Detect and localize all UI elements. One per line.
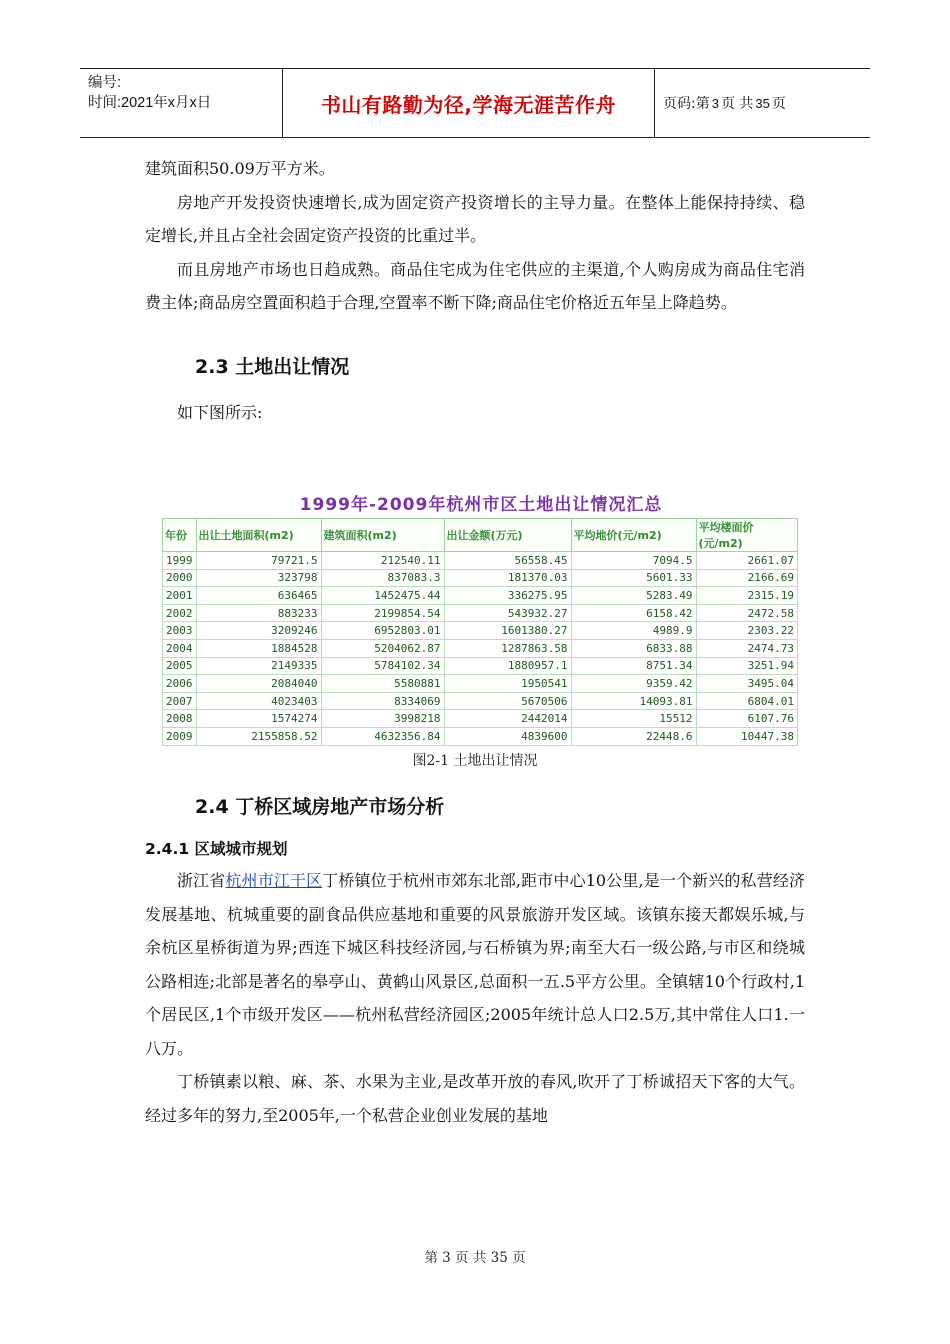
- table-cell: 1950541: [444, 675, 571, 693]
- table-cell: 2149335: [196, 657, 321, 675]
- table-cell: 2001: [163, 587, 197, 605]
- col-avg-land-price: 平均地价(元/m2): [571, 519, 696, 552]
- figure-caption: 图2-1 土地出让情况: [412, 753, 538, 769]
- table-cell: 10447.38: [696, 727, 798, 745]
- table-cell: 2199854.54: [321, 604, 444, 622]
- table-cell: 181370.03: [444, 569, 571, 587]
- table-cell: 5601.33: [571, 569, 696, 587]
- table-row: [163, 710, 798, 728]
- table-cell: 2009: [163, 727, 197, 745]
- table-cell: 1287863.58: [444, 639, 571, 657]
- table-cell: 7094.5: [571, 552, 696, 570]
- page-header: [80, 68, 870, 138]
- page-body: [145, 152, 805, 429]
- table-row: [163, 692, 798, 710]
- table-cell: 56558.45: [444, 552, 571, 570]
- col-avg-floor-price: 平均楼面价(元/m2): [696, 519, 798, 552]
- footer-current: 3: [442, 1250, 451, 1266]
- col-year: 年份: [163, 519, 197, 552]
- table-cell: 8334069: [321, 692, 444, 710]
- footer-prefix: 第: [424, 1250, 438, 1266]
- table-cell: 79721.5: [196, 552, 321, 570]
- paragraph-dingqiao: 丁桥镇素以粮、麻、茶、水果为主业,是改革开放的春风,吹开了丁桥诚招天下客的大气。经过多年的努力,至2005年,一个私营企业创业发展的基地: [145, 1072, 805, 1125]
- table-cell: 1880957.1: [444, 657, 571, 675]
- page-current: 3: [711, 95, 719, 111]
- subsection-heading-2-4-1: 2.4.1 区域城市规划: [145, 840, 288, 858]
- table-header-row: [163, 519, 798, 552]
- table-cell: 6107.76: [696, 710, 798, 728]
- table-cell: 3495.04: [696, 675, 798, 693]
- table-cell: 4839600: [444, 727, 571, 745]
- table-cell: 2004: [163, 639, 197, 657]
- table-cell: 1884528: [196, 639, 321, 657]
- table-cell: 636465: [196, 587, 321, 605]
- table-cell: 1452475.44: [321, 587, 444, 605]
- page-footer: [0, 1246, 950, 1266]
- table-cell: 2166.69: [696, 569, 798, 587]
- table-row: [163, 622, 798, 640]
- table-cell: 6158.42: [571, 604, 696, 622]
- table-cell: 5283.49: [571, 587, 696, 605]
- page-body-lower: [145, 790, 805, 1132]
- table-cell: 2002: [163, 604, 197, 622]
- table-cell: 2005: [163, 657, 197, 675]
- table-cell: 2008: [163, 710, 197, 728]
- serial-label: 编号:: [88, 75, 122, 91]
- table-cell: 2007: [163, 692, 197, 710]
- table-cell: 2000: [163, 569, 197, 587]
- table-cell: 4989.9: [571, 622, 696, 640]
- table-cell: 2303.22: [696, 622, 798, 640]
- paragraph-1: 建筑面积50.09万平方米。: [145, 159, 335, 178]
- table-cell: 2006: [163, 675, 197, 693]
- table-cell: 837083.3: [321, 569, 444, 587]
- table-cell: 336275.95: [444, 587, 571, 605]
- header-page-number: [655, 69, 870, 137]
- table-cell: 8751.34: [571, 657, 696, 675]
- table-cell: 14093.81: [571, 692, 696, 710]
- table-cell: 2472.58: [696, 604, 798, 622]
- table-cell: 1999: [163, 552, 197, 570]
- footer-mid: 页 共: [455, 1250, 487, 1266]
- table-row: [163, 657, 798, 675]
- table-cell: 323798: [196, 569, 321, 587]
- table-cell: 2661.07: [696, 552, 798, 570]
- table-cell: 4632356.84: [321, 727, 444, 745]
- header-motto: 书山有路勤为径,学海无涯苦作舟: [283, 69, 655, 137]
- table-cell: 5784102.34: [321, 657, 444, 675]
- table-cell: 2084040: [196, 675, 321, 693]
- table-cell: 6804.01: [696, 692, 798, 710]
- land-table-figure: [162, 492, 800, 743]
- table-cell: 3998218: [321, 710, 444, 728]
- col-transfer-amount: 出让金额(万元): [444, 519, 571, 552]
- footer-suffix: 页: [512, 1250, 526, 1266]
- table-cell: 5580881: [321, 675, 444, 693]
- table-row: [163, 587, 798, 605]
- table-cell: 5670506: [444, 692, 571, 710]
- table-row: [163, 569, 798, 587]
- table-cell: 2315.19: [696, 587, 798, 605]
- table-cell: 3251.94: [696, 657, 798, 675]
- table-cell: 3209246: [196, 622, 321, 640]
- table-row: [163, 552, 798, 570]
- time-label: 时间:2021年x月x日: [88, 95, 212, 111]
- table-cell: 6833.88: [571, 639, 696, 657]
- jianggan-district-link[interactable]: 杭州市江干区: [225, 871, 323, 890]
- page-mid: 页 共: [720, 96, 754, 112]
- table-cell: 2442014: [444, 710, 571, 728]
- table-cell: 1574274: [196, 710, 321, 728]
- footer-total: 35: [490, 1250, 508, 1266]
- table-row: [163, 727, 798, 745]
- table-cell: 9359.42: [571, 675, 696, 693]
- table-cell: 2003: [163, 622, 197, 640]
- table-cell: 212540.11: [321, 552, 444, 570]
- page-prefix: 页码:第: [663, 96, 710, 112]
- header-meta: [80, 69, 283, 137]
- table-cell: 883233: [196, 604, 321, 622]
- section-heading-2-4: 2.4 丁桥区域房地产市场分析: [195, 796, 445, 818]
- paragraph-2: 房地产开发投资快速增长,成为固定资产投资增长的主导力量。在整体上能保持持续、稳定增长,并且占全社会固定资产投资的比重过半。: [145, 192, 805, 245]
- table-cell: 543932.27: [444, 604, 571, 622]
- table-cell: 5204062.87: [321, 639, 444, 657]
- col-building-area: 建筑面积(m2): [321, 519, 444, 552]
- planning-text-pre: 浙江省: [177, 871, 226, 890]
- table-cell: 22448.6: [571, 727, 696, 745]
- paragraph-figure-intro: 如下图所示:: [177, 402, 263, 422]
- table-cell: 4023403: [196, 692, 321, 710]
- table-row: [163, 604, 798, 622]
- table-cell: 15512: [571, 710, 696, 728]
- table-row: [163, 639, 798, 657]
- table-cell: 6952803.01: [321, 622, 444, 640]
- section-heading-2-3: 2.3 土地出让情况: [195, 355, 350, 378]
- planning-text-post: 丁桥镇位于杭州市郊东北部,距市中心10公里,是一个新兴的私营经济发展基地、杭城重要的副食品供应基地和重要的风景旅游开发区域。该镇东接天都娱乐城,与余杭区星桥街道为界;西连下城区科技经济园,与石桥镇为界;南至大石一级公路,与市区和绕城公路相连;北部是著名的皋亭山、黄鹤山风景区,总面积一五.5平方公里。全镇辖10个行政村,1个居民区,1个市级开发区——杭州私营经济园区;2005年统计总人口2.5万,其中常住人口1.一八万。: [145, 871, 805, 1058]
- table-title: 1999年-2009年杭州市区土地出让情况汇总: [299, 495, 663, 515]
- col-land-area: 出让土地面积(m2): [196, 519, 321, 552]
- table-cell: 1601380.27: [444, 622, 571, 640]
- paragraph-3: 而且房地产市场也日趋成熟。商品住宅成为住宅供应的主渠道,个人购房成为商品住宅消费主体;商品房空置面积趋于合理,空置率不断下降;商品住宅价格近五年呈上降趋势。: [145, 259, 805, 312]
- page-suffix: 页: [771, 96, 786, 112]
- page-total: 35: [755, 95, 770, 111]
- land-transfer-table: [162, 518, 798, 746]
- table-cell: 2474.73: [696, 639, 798, 657]
- paragraph-planning: [145, 864, 805, 1065]
- table-cell: 2155858.52: [196, 727, 321, 745]
- table-row: [163, 675, 798, 693]
